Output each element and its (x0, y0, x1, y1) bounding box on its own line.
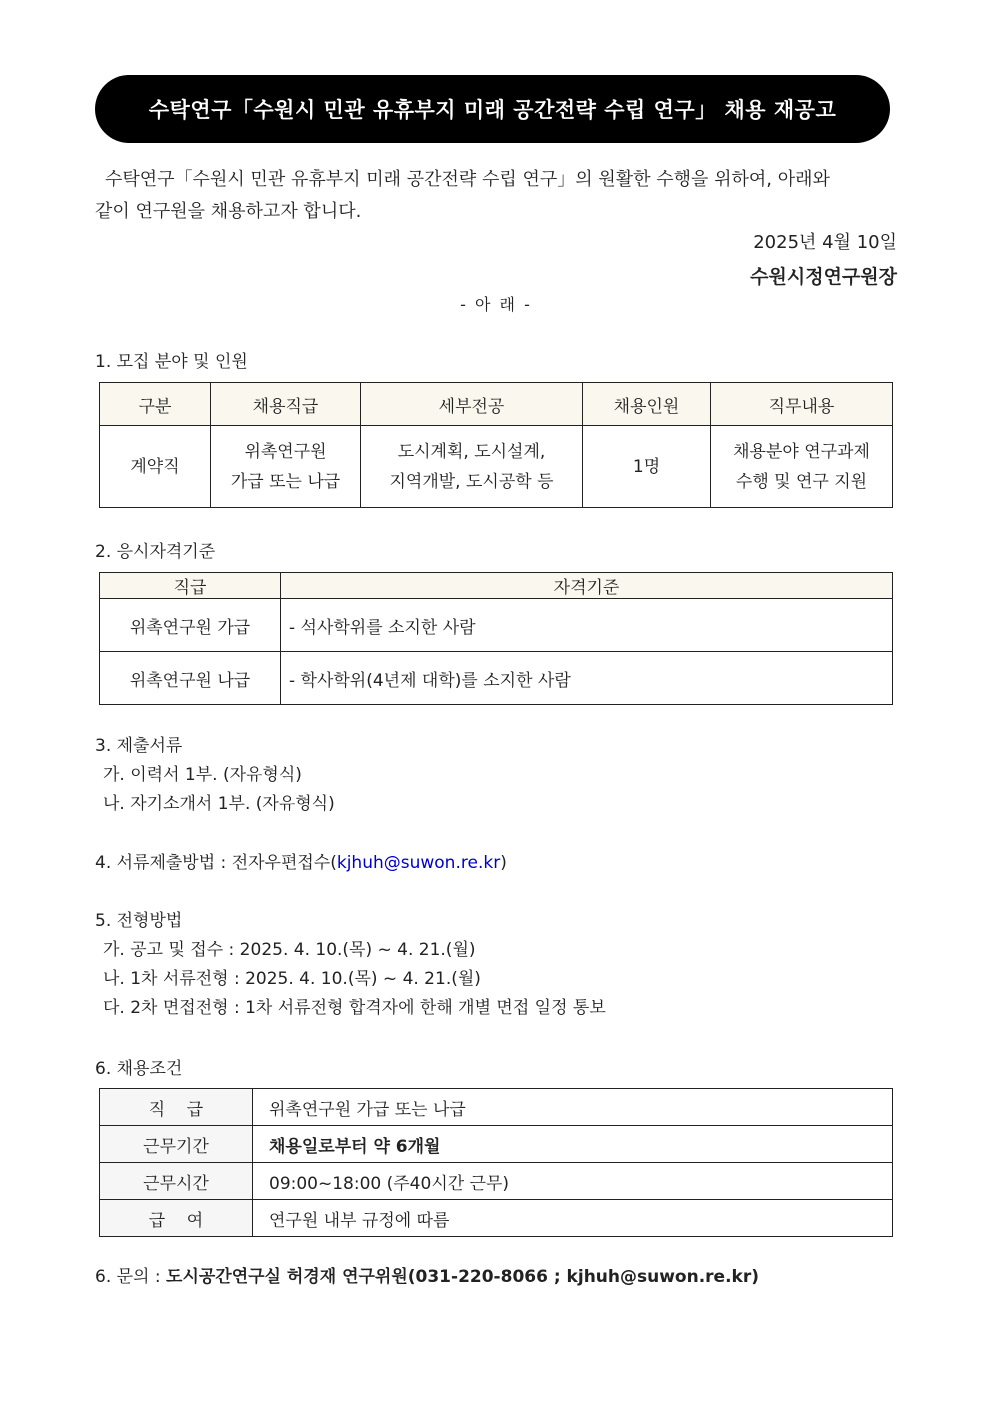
header-count: 채용인원 (583, 383, 711, 426)
conditions-table (99, 1088, 893, 1237)
table-row (100, 1200, 893, 1237)
section2-heading: 2. 응시자격기준 (95, 542, 216, 562)
header-rank: 직급 (100, 573, 281, 599)
header-duty: 직무내용 (711, 383, 893, 426)
qualification-table (99, 572, 893, 705)
cell-value: 위촉연구원 가급 또는 나급 (253, 1089, 893, 1126)
cell-major-line1: 도시계획, 도시설계, (397, 441, 546, 462)
below-label: - 아 래 - (460, 295, 532, 314)
cell-label: 직 급 (100, 1089, 253, 1126)
cell-duty-line2: 수행 및 연구 지원 (735, 471, 868, 492)
list-item: 나. 1차 서류전형 : 2025. 4. 10.(목) ~ 4. 21.(월) (103, 969, 481, 989)
cell-duty (711, 426, 893, 508)
recruitment-table (99, 382, 893, 508)
cell-value: 09:00~18:00 (주40시간 근무) (253, 1163, 893, 1200)
table-header-row (100, 383, 893, 426)
table-header-row (100, 573, 893, 599)
cell-rank-line1: 위촉연구원 (244, 441, 327, 462)
list-item: 다. 2차 면접전형 : 1차 서류전형 합격자에 한해 개별 면접 일정 통보 (103, 998, 606, 1018)
cell-rank-line2: 가급 또는 나급 (230, 471, 341, 492)
cell-major-line2: 지역개발, 도시공학 등 (389, 471, 554, 492)
table-row (100, 1163, 893, 1200)
page-title: 수탁연구「수원시 민관 유휴부지 미래 공간전략 수립 연구」 채용 재공고 (148, 98, 837, 122)
header-type: 구분 (100, 383, 211, 426)
intro-paragraph (95, 164, 897, 228)
intro-line-1: 수탁연구「수원시 민관 유휴부지 미래 공간전략 수립 연구」의 원활한 수행을 위하여, 아래와 (105, 169, 830, 190)
cell-rank: 위촉연구원 가급 (100, 599, 281, 652)
list-item: 가. 공고 및 접수 : 2025. 4. 10.(목) ~ 4. 21.(월) (103, 940, 476, 960)
header-rank: 채용직급 (211, 383, 361, 426)
title-banner (95, 75, 890, 143)
section3-heading: 3. 제출서류 (95, 736, 183, 756)
section4-close: ) (500, 853, 507, 873)
contact-line (95, 1262, 759, 1287)
list-item: 나. 자기소개서 1부. (자유형식) (103, 794, 335, 814)
announcement-date: 2025년 4월 10일 (753, 232, 897, 253)
cell-label: 근무기간 (100, 1126, 253, 1163)
cell-duty-line1: 채용분야 연구과제 (733, 441, 870, 462)
header-criteria: 자격기준 (281, 573, 893, 599)
header-major: 세부전공 (361, 383, 583, 426)
cell-label: 급 여 (100, 1200, 253, 1237)
table-row (100, 652, 893, 705)
email-link[interactable]: kjhuh@suwon.re.kr (336, 853, 501, 873)
cell-value: 채용일로부터 약 6개월 (253, 1126, 893, 1163)
section1-heading: 1. 모집 분야 및 인원 (95, 352, 248, 372)
table-row (100, 1126, 893, 1163)
signer: 수원시정연구원장 (750, 266, 897, 288)
contact-value: 도시공간연구실 허경재 연구위원(031-220-8066 ; kjhuh@suwon.re.kr) (166, 1267, 759, 1287)
table-row (100, 599, 893, 652)
section4-label: 4. 서류제출방법 : 전자우편접수( (95, 853, 337, 873)
section4-line (95, 848, 507, 873)
cell-rank: 위촉연구원 나급 (100, 652, 281, 705)
cell-major (361, 426, 583, 508)
cell-type: 계약직 (100, 426, 211, 508)
cell-count: 1명 (583, 426, 711, 508)
cell-label: 근무시간 (100, 1163, 253, 1200)
section6-heading: 6. 채용조건 (95, 1059, 183, 1079)
table-row (100, 426, 893, 508)
section5-heading: 5. 전형방법 (95, 911, 183, 931)
cell-criteria: - 학사학위(4년제 대학)를 소지한 사람 (281, 652, 893, 705)
list-item: 가. 이력서 1부. (자유형식) (103, 765, 302, 785)
table-row (100, 1089, 893, 1126)
cell-criteria: - 석사학위를 소지한 사람 (281, 599, 893, 652)
cell-rank (211, 426, 361, 508)
contact-prefix: 6. 문의 : (95, 1267, 167, 1287)
intro-line-2: 같이 연구원을 채용하고자 합니다. (95, 201, 362, 222)
cell-value: 연구원 내부 규정에 따름 (253, 1200, 893, 1237)
